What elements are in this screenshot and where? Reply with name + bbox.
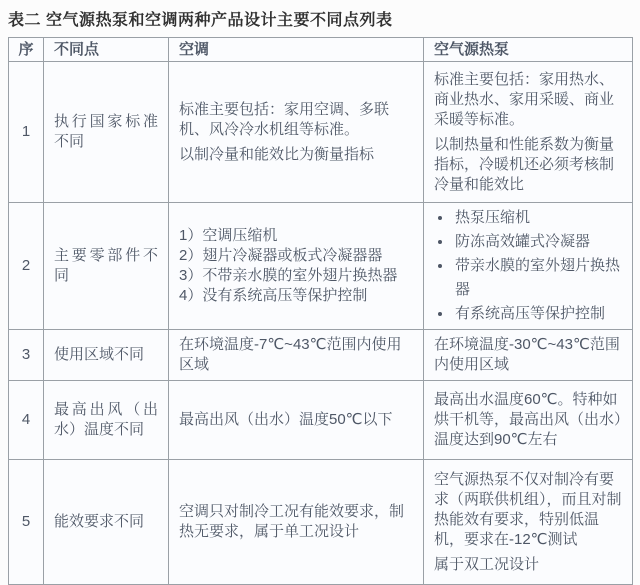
cell-air-source-heat-pump [424, 62, 633, 203]
bullet-item: • 热泵压缩机 [453, 206, 622, 230]
cell-paragraph: 标准主要包括：家用空调、多联机、风冷冷水机组等标准。 [179, 100, 390, 138]
numbered-item: 4）没有系统高压等保护控制 [179, 287, 368, 304]
cell-paragraph: 在环境温度-30℃~43℃范围内使用区域 [434, 336, 620, 373]
cell-seq: 2 [9, 203, 44, 330]
numbered-item: 2）翅片冷凝器或板式冷凝器器 [179, 247, 383, 264]
cell-air-conditioner [169, 381, 424, 460]
table-body [9, 62, 633, 585]
cell-seq: 3 [9, 330, 44, 381]
table-title: 表二 空气源热泵和空调两种产品设计主要不同点列表 [8, 12, 393, 29]
cell-paragraph: 最高出水温度60℃。特种如烘干机等，最高出风（出水）温度达到90℃左右 [434, 391, 622, 448]
header-air-source-heat-pump: 空气源热泵 [424, 38, 633, 62]
bullet-item: • 有系统高压等保护控制 [453, 302, 622, 326]
numbered-item: 1）空调压缩机 [179, 227, 278, 244]
cell-seq: 5 [9, 460, 44, 585]
cell-air-conditioner [169, 330, 424, 381]
header-difference: 不同点 [44, 38, 169, 62]
cell-air-source-heat-pump [424, 203, 633, 330]
cell-paragraph: 以制冷量和能效比为衡量指标 [179, 145, 375, 163]
cell-air-conditioner [169, 62, 424, 203]
bullet-item: • 防冻高效罐式冷凝器 [453, 230, 622, 254]
cell-difference: 能效要求不同 [44, 460, 169, 585]
header-seq: 序 [9, 38, 44, 62]
cell-paragraph: 最高出风（出水）温度50℃以下 [179, 411, 393, 428]
table-row [9, 460, 633, 585]
cell-difference: 执行国家标准不同 [44, 62, 169, 203]
bullet-list [434, 206, 622, 326]
cell-seq: 4 [9, 381, 44, 460]
cell-difference: 最高出风（出水）温度不同 [44, 381, 169, 460]
page [0, 7, 640, 585]
cell-air-source-heat-pump [424, 330, 633, 381]
table-row [9, 381, 633, 460]
cell-air-conditioner [169, 203, 424, 330]
cell-air-conditioner [169, 460, 424, 585]
bullet-item: • 带亲水膜的室外翅片换热器 [453, 254, 622, 302]
cell-air-source-heat-pump [424, 460, 633, 585]
cell-difference: 使用区域不同 [44, 330, 169, 381]
table-row [9, 203, 633, 330]
table-row [9, 62, 633, 203]
table-row [9, 330, 633, 381]
cell-paragraph: 空气源热泵不仅对制冷有要求（两联供机组），而且对制热能效有要求，特别低温机，要求在-12℃测试 [434, 470, 622, 548]
cell-paragraph: 空调只对制冷工况有能效要求，制热无要求，属于单工况设计 [179, 503, 405, 540]
header-row [9, 38, 633, 62]
cell-seq: 1 [9, 62, 44, 203]
cell-paragraph: 以制热量和性能系数为衡量指标，冷暖机还必须考核制冷量和能效比 [434, 135, 615, 193]
cell-air-source-heat-pump [424, 381, 633, 460]
cell-difference: 主要零部件不同 [44, 203, 169, 330]
comparison-table [8, 37, 633, 585]
cell-paragraph: 属于双工况设计 [434, 555, 540, 573]
header-air-conditioner: 空调 [169, 38, 424, 62]
numbered-item: 3）不带亲水膜的室外翅片换热器 [179, 267, 398, 284]
cell-paragraph: 标准主要包括：家用热水、商业热水、家用采暖、商业采暖等标准。 [434, 70, 615, 128]
cell-paragraph: 在环境温度-7℃~43℃范围内使用区域 [179, 336, 402, 373]
